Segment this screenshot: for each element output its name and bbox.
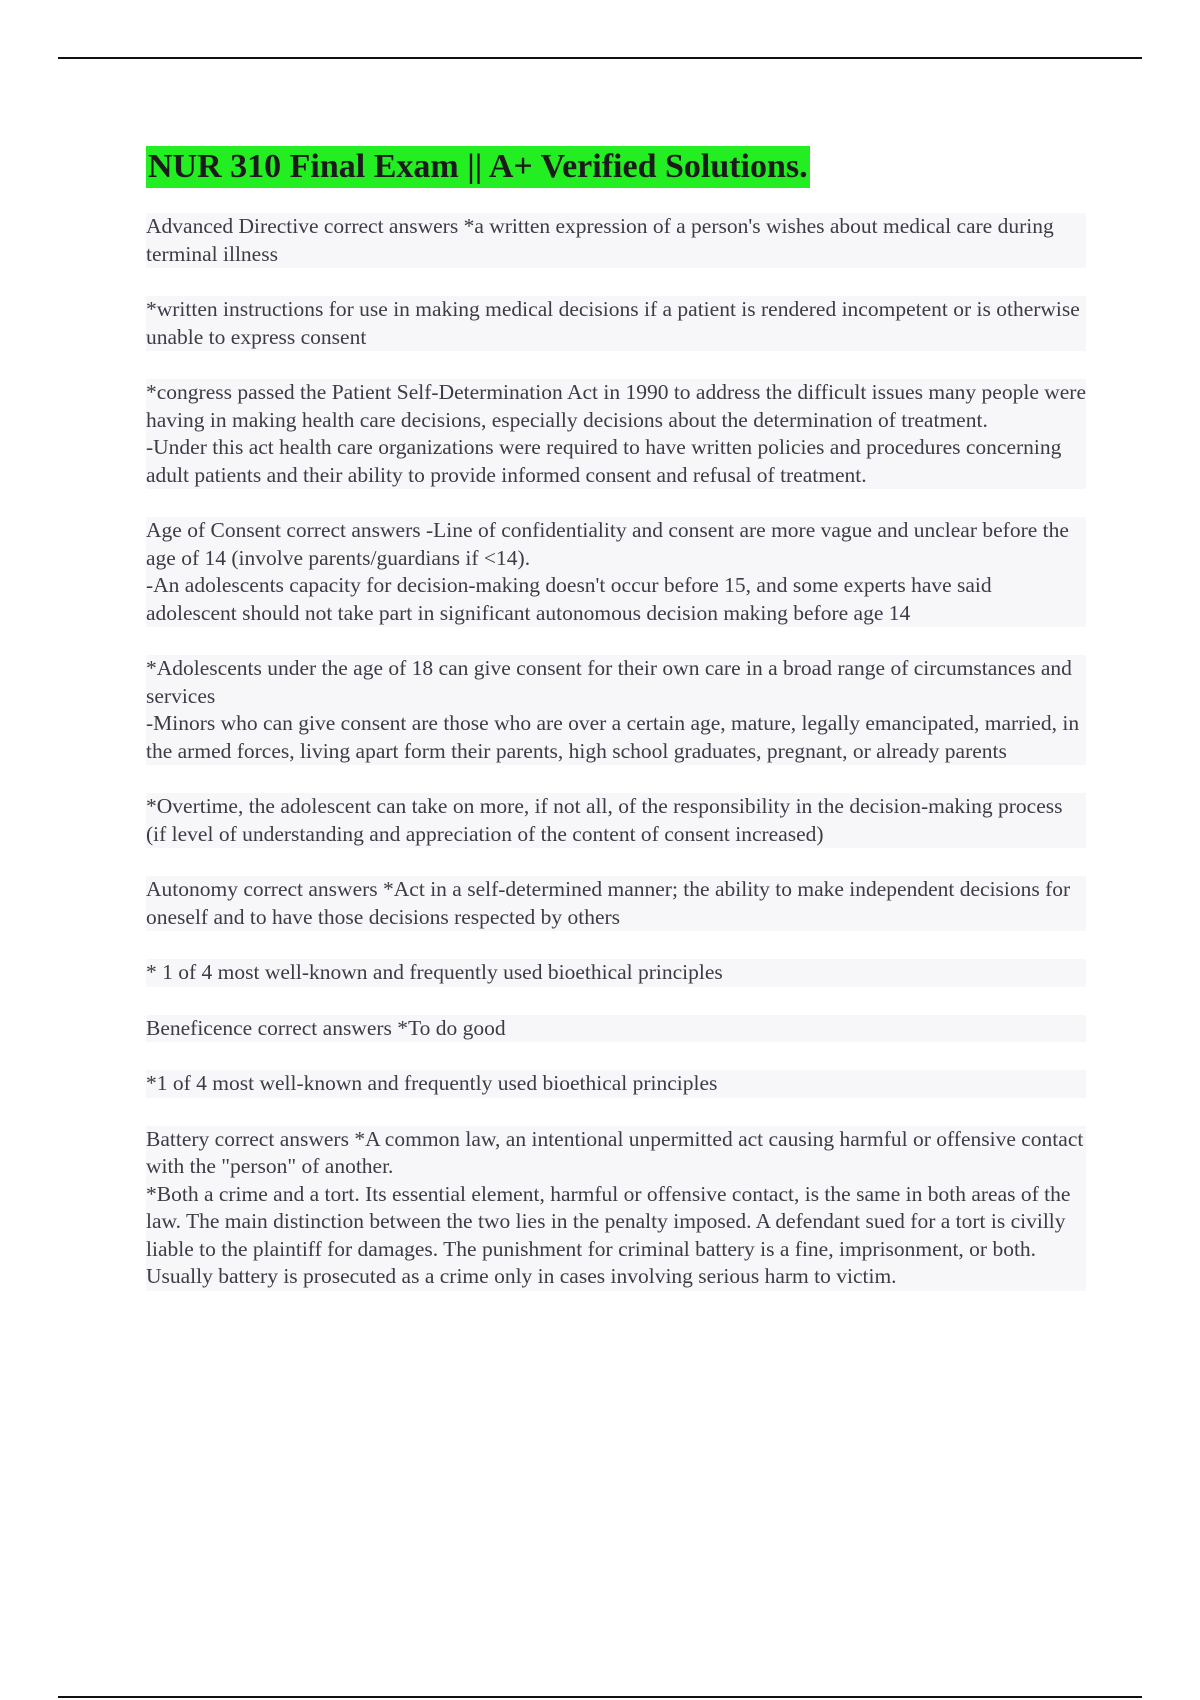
entry-beneficence: Beneficence correct answers *To do good [146,1015,1086,1043]
entry-age-of-consent: Age of Consent correct answers -Line of confidentiality and consent are more vague and unclear before the age of 14 (involve parents/guardians if <14). -An adolescents capacity for decision-making doesn't occur before 15, and some experts have said adolescent should not take part in significant autonomous decision making before age 14 [146,517,1086,627]
entry-autonomy: Autonomy correct answers *Act in a self-determined manner; the ability to make independent decisions for oneself and to have those decisions respected by others [146,876,1086,931]
entries-list [146,213,1086,1291]
entry-paragraph: *written instructions for use in making medical decisions if a patient is rendered incompetent or is otherwise unable to express consent [146,296,1086,351]
entry-paragraph: *Overtime, the adolescent can take on more, if not all, of the responsibility in the decision-making process (if level of understanding and appreciation of the content of consent increased) [146,793,1086,848]
entry-paragraph: *congress passed the Patient Self-Determination Act in 1990 to address the difficult issues many people were having in making health care decisions, especially decisions about the determination of treatment. -Under this act health care organizations were required to have written policies and procedures concerning adult patients and their ability to provide informed consent and refusal of treatment. [146,379,1086,489]
page-bottom-rule [58,1696,1142,1698]
document-body [146,146,1086,1319]
entry-paragraph: *1 of 4 most well-known and frequently used bioethical principles [146,1070,1086,1098]
entry-paragraph: *Adolescents under the age of 18 can give consent for their own care in a broad range of circumstances and services -Minors who can give consent are those who are over a certain age, mature, legally emancipated, married, in the armed forces, living apart form their parents, high school graduates, pregnant, or already parents [146,655,1086,765]
document-title: NUR 310 Final Exam || A+ Verified Solutions. [146,146,810,188]
entry-paragraph: * 1 of 4 most well-known and frequently used bioethical principles [146,959,1086,987]
entry-battery: Battery correct answers *A common law, an intentional unpermitted act causing harmful or offensive contact with the "person" of another. *Both a crime and a tort. Its essential element, harmful or offensive contact, is the same in both areas of the law. The main distinction between the two lies in the penalty imposed. A defendant sued for a tort is civilly liable to the plaintiff for damages. The punishment for criminal battery is a fine, imprisonment, or both. Usually battery is prosecuted as a crime only in cases involving serious harm to victim. [146,1126,1086,1291]
page-top-rule [58,57,1142,59]
entry-advanced-directive: Advanced Directive correct answers *a written expression of a person's wishes about medical care during terminal illness [146,213,1086,268]
